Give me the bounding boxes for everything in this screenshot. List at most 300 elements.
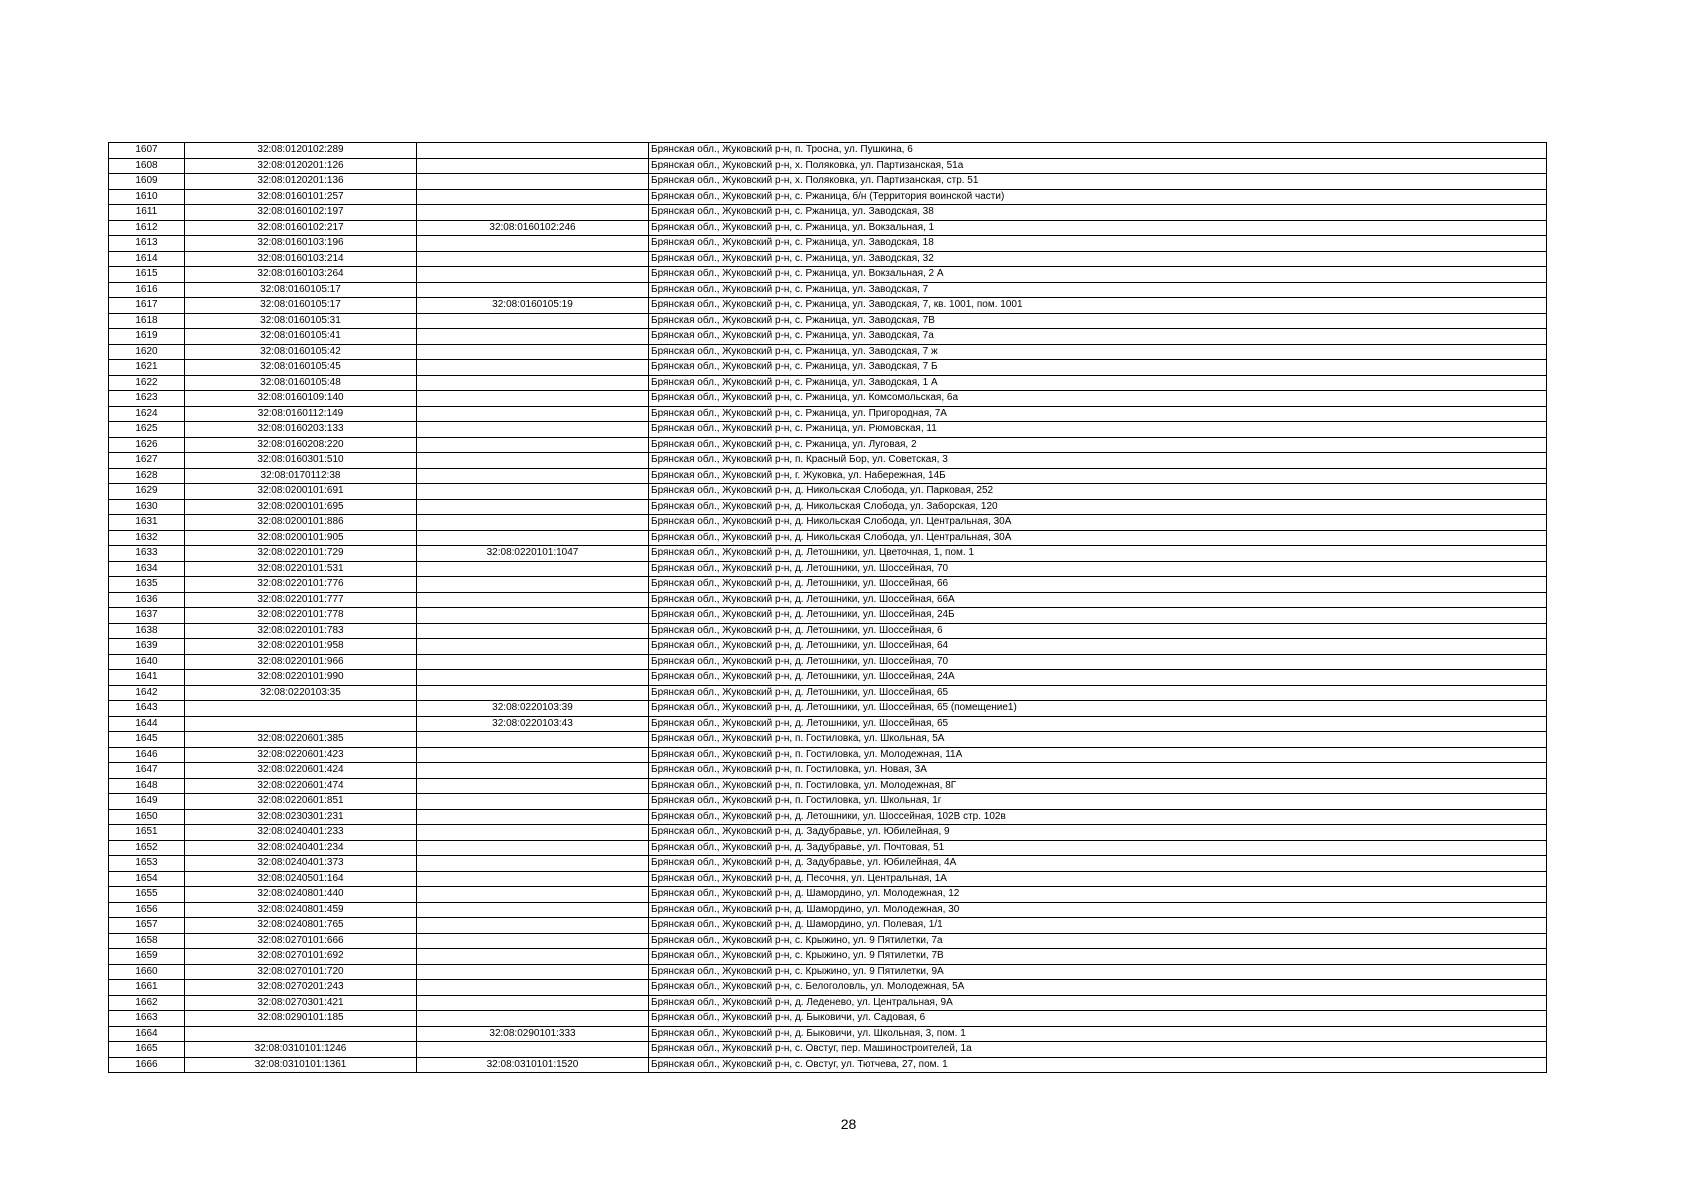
address-cell: Брянская обл., Жуковский р-н, г. Жуковка, ул. Набережная, 14Б bbox=[649, 468, 1547, 484]
object-number-cell bbox=[417, 437, 649, 453]
address-cell: Брянская обл., Жуковский р-н, с. Белоголовль, ул. Молодежная, 5А bbox=[649, 980, 1547, 996]
table-row bbox=[109, 546, 1547, 562]
object-number-cell bbox=[417, 267, 649, 283]
object-number-cell bbox=[417, 592, 649, 608]
address-cell: Брянская обл., Жуковский р-н, д. Задубравье, ул. Юбилейная, 4А bbox=[649, 856, 1547, 872]
table-row bbox=[109, 220, 1547, 236]
address-cell: Брянская обл., Жуковский р-н, д. Задубравье, ул. Юбилейная, 9 bbox=[649, 825, 1547, 841]
cadastral-number-cell: 32:08:0220101:778 bbox=[185, 608, 417, 624]
object-number-cell bbox=[417, 515, 649, 531]
row-number-cell: 1646 bbox=[109, 747, 185, 763]
cadastral-number-cell: 32:08:0160105:45 bbox=[185, 360, 417, 376]
cadastral-number-cell: 32:08:0160105:31 bbox=[185, 313, 417, 329]
address-cell: Брянская обл., Жуковский р-н, с. Ржаница, ул. Заводская, 32 bbox=[649, 251, 1547, 267]
table-row bbox=[109, 391, 1547, 407]
cadastral-number-cell: 32:08:0240401:233 bbox=[185, 825, 417, 841]
table-row bbox=[109, 732, 1547, 748]
row-number-cell: 1647 bbox=[109, 763, 185, 779]
row-number-cell: 1651 bbox=[109, 825, 185, 841]
cadastral-number-cell: 32:08:0160105:41 bbox=[185, 329, 417, 345]
address-cell: Брянская обл., Жуковский р-н, д. Летошники, ул. Шоссейная, 6 bbox=[649, 623, 1547, 639]
object-number-cell bbox=[417, 360, 649, 376]
address-cell: Брянская обл., Жуковский р-н, п. Гостиловка, ул. Школьная, 5А bbox=[649, 732, 1547, 748]
address-cell: Брянская обл., Жуковский р-н, д. Летошники, ул. Шоссейная, 24Б bbox=[649, 608, 1547, 624]
cadastral-number-cell: 32:08:0200101:905 bbox=[185, 530, 417, 546]
table-row bbox=[109, 825, 1547, 841]
row-number-cell: 1623 bbox=[109, 391, 185, 407]
cadastral-number-cell: 32:08:0220601:424 bbox=[185, 763, 417, 779]
object-number-cell bbox=[417, 918, 649, 934]
address-cell: Брянская обл., Жуковский р-н, д. Летошники, ул. Шоссейная, 65 bbox=[649, 685, 1547, 701]
row-number-cell: 1630 bbox=[109, 499, 185, 515]
object-number-cell bbox=[417, 685, 649, 701]
table-row bbox=[109, 670, 1547, 686]
table-row bbox=[109, 747, 1547, 763]
address-cell: Брянская обл., Жуковский р-н, д. Никольская Слобода, ул. Центральная, 30А bbox=[649, 530, 1547, 546]
cadastral-number-cell: 32:08:0120201:126 bbox=[185, 158, 417, 174]
object-number-cell bbox=[417, 980, 649, 996]
table-row bbox=[109, 794, 1547, 810]
object-number-cell bbox=[417, 561, 649, 577]
object-number-cell bbox=[417, 949, 649, 965]
address-cell: Брянская обл., Жуковский р-н, д. Летошники, ул. Шоссейная, 66 bbox=[649, 577, 1547, 593]
row-number-cell: 1659 bbox=[109, 949, 185, 965]
object-number-cell bbox=[417, 189, 649, 205]
table-row bbox=[109, 205, 1547, 221]
table-row bbox=[109, 282, 1547, 298]
address-cell: Брянская обл., Жуковский р-н, д. Шамордино, ул. Полевая, 1/1 bbox=[649, 918, 1547, 934]
object-number-cell: 32:08:0160102:246 bbox=[417, 220, 649, 236]
row-number-cell: 1648 bbox=[109, 778, 185, 794]
cadastral-number-cell: 32:08:0240501:164 bbox=[185, 871, 417, 887]
cadastral-number-cell: 32:08:0220103:35 bbox=[185, 685, 417, 701]
object-number-cell bbox=[417, 639, 649, 655]
cadastral-number-cell: 32:08:0270101:720 bbox=[185, 964, 417, 980]
address-cell: Брянская обл., Жуковский р-н, с. Ржаница, ул. Заводская, 7В bbox=[649, 313, 1547, 329]
row-number-cell: 1662 bbox=[109, 995, 185, 1011]
cadastral-number-cell: 32:08:0220101:776 bbox=[185, 577, 417, 593]
table-row bbox=[109, 778, 1547, 794]
table-row bbox=[109, 871, 1547, 887]
object-number-cell bbox=[417, 205, 649, 221]
table-row bbox=[109, 809, 1547, 825]
object-number-cell bbox=[417, 608, 649, 624]
row-number-cell: 1621 bbox=[109, 360, 185, 376]
address-cell: Брянская обл., Жуковский р-н, д. Летошники, ул. Шоссейная, 102В стр. 102в bbox=[649, 809, 1547, 825]
cadastral-number-cell: 32:08:0270101:692 bbox=[185, 949, 417, 965]
object-number-cell bbox=[417, 236, 649, 252]
row-number-cell: 1653 bbox=[109, 856, 185, 872]
table-row bbox=[109, 964, 1547, 980]
cadastral-number-cell: 32:08:0160301:510 bbox=[185, 453, 417, 469]
address-cell: Брянская обл., Жуковский р-н, д. Никольская Слобода, ул. Центральная, 30А bbox=[649, 515, 1547, 531]
object-number-cell bbox=[417, 1011, 649, 1027]
address-cell: Брянская обл., Жуковский р-н, с. Ржаница, ул. Луговая, 2 bbox=[649, 437, 1547, 453]
address-cell: Брянская обл., Жуковский р-н, д. Летошники, ул. Шоссейная, 64 bbox=[649, 639, 1547, 655]
cadastral-number-cell: 32:08:0160103:196 bbox=[185, 236, 417, 252]
row-number-cell: 1645 bbox=[109, 732, 185, 748]
cadastral-number-cell: 32:08:0160105:17 bbox=[185, 298, 417, 314]
object-number-cell bbox=[417, 313, 649, 329]
object-number-cell bbox=[417, 406, 649, 422]
row-number-cell: 1611 bbox=[109, 205, 185, 221]
object-number-cell bbox=[417, 329, 649, 345]
object-number-cell bbox=[417, 158, 649, 174]
table-row bbox=[109, 639, 1547, 655]
row-number-cell: 1622 bbox=[109, 375, 185, 391]
cadastral-number-cell: 32:08:0160101:257 bbox=[185, 189, 417, 205]
table-row bbox=[109, 1042, 1547, 1058]
table-row bbox=[109, 1026, 1547, 1042]
cadastral-number-cell: 32:08:0310101:1246 bbox=[185, 1042, 417, 1058]
table-row bbox=[109, 515, 1547, 531]
row-number-cell: 1628 bbox=[109, 468, 185, 484]
table-row bbox=[109, 437, 1547, 453]
address-cell: Брянская обл., Жуковский р-н, х. Поляковка, ул. Партизанская, стр. 51 bbox=[649, 174, 1547, 190]
table-row bbox=[109, 933, 1547, 949]
address-cell: Брянская обл., Жуковский р-н, с. Ржаница, ул. Заводская, 7 ж bbox=[649, 344, 1547, 360]
address-cell: Брянская обл., Жуковский р-н, п. Гостиловка, ул. Молодежная, 11А bbox=[649, 747, 1547, 763]
cadastral-number-cell: 32:08:0200101:691 bbox=[185, 484, 417, 500]
object-number-cell bbox=[417, 174, 649, 190]
table-row bbox=[109, 1011, 1547, 1027]
address-cell: Брянская обл., Жуковский р-н, д. Быковичи, ул. Школьная, 3, пом. 1 bbox=[649, 1026, 1547, 1042]
cadastral-number-cell: 32:08:0290101:185 bbox=[185, 1011, 417, 1027]
object-number-cell bbox=[417, 871, 649, 887]
address-cell: Брянская обл., Жуковский р-н, д. Летошники, ул. Шоссейная, 70 bbox=[649, 561, 1547, 577]
address-cell: Брянская обл., Жуковский р-н, д. Задубравье, ул. Почтовая, 51 bbox=[649, 840, 1547, 856]
object-number-cell bbox=[417, 809, 649, 825]
address-cell: Брянская обл., Жуковский р-н, с. Ржаница, ул. Заводская, 7 bbox=[649, 282, 1547, 298]
table-row bbox=[109, 422, 1547, 438]
cadastral-number-cell: 32:08:0270101:666 bbox=[185, 933, 417, 949]
row-number-cell: 1632 bbox=[109, 530, 185, 546]
row-number-cell: 1617 bbox=[109, 298, 185, 314]
cadastral-number-cell: 32:08:0240801:765 bbox=[185, 918, 417, 934]
object-number-cell bbox=[417, 654, 649, 670]
table-row bbox=[109, 1057, 1547, 1073]
table-row bbox=[109, 887, 1547, 903]
cadastral-number-cell: 32:08:0220101:729 bbox=[185, 546, 417, 562]
address-cell: Брянская обл., Жуковский р-н, с. Крыжино, ул. 9 Пятилетки, 9А bbox=[649, 964, 1547, 980]
row-number-cell: 1660 bbox=[109, 964, 185, 980]
row-number-cell: 1612 bbox=[109, 220, 185, 236]
cadastral-number-cell: 32:08:0160208:220 bbox=[185, 437, 417, 453]
row-number-cell: 1620 bbox=[109, 344, 185, 360]
cadastral-number-cell: 32:08:0240401:373 bbox=[185, 856, 417, 872]
row-number-cell: 1641 bbox=[109, 670, 185, 686]
row-number-cell: 1644 bbox=[109, 716, 185, 732]
table-row bbox=[109, 995, 1547, 1011]
row-number-cell: 1649 bbox=[109, 794, 185, 810]
row-number-cell: 1634 bbox=[109, 561, 185, 577]
address-cell: Брянская обл., Жуковский р-н, д. Леденево, ул. Центральная, 9А bbox=[649, 995, 1547, 1011]
cadastral-number-cell: 32:08:0160105:48 bbox=[185, 375, 417, 391]
address-cell: Брянская обл., Жуковский р-н, д. Летошники, ул. Шоссейная, 24А bbox=[649, 670, 1547, 686]
table-row bbox=[109, 267, 1547, 283]
object-number-cell bbox=[417, 856, 649, 872]
row-number-cell: 1637 bbox=[109, 608, 185, 624]
address-cell: Брянская обл., Жуковский р-н, с. Ржаница, ул. Пригородная, 7А bbox=[649, 406, 1547, 422]
table-row bbox=[109, 406, 1547, 422]
table-row bbox=[109, 763, 1547, 779]
object-number-cell bbox=[417, 282, 649, 298]
registry-table bbox=[108, 142, 1547, 1073]
cadastral-number-cell bbox=[185, 1026, 417, 1042]
object-number-cell bbox=[417, 933, 649, 949]
address-cell: Брянская обл., Жуковский р-н, п. Красный Бор, ул. Советская, 3 bbox=[649, 453, 1547, 469]
table-row bbox=[109, 236, 1547, 252]
address-cell: Брянская обл., Жуковский р-н, п. Гостиловка, ул. Школьная, 1г bbox=[649, 794, 1547, 810]
object-number-cell bbox=[417, 468, 649, 484]
object-number-cell bbox=[417, 747, 649, 763]
address-cell: Брянская обл., Жуковский р-н, д. Шамордино, ул. Молодежная, 12 bbox=[649, 887, 1547, 903]
table-row bbox=[109, 298, 1547, 314]
object-number-cell: 32:08:0220103:43 bbox=[417, 716, 649, 732]
address-cell: Брянская обл., Жуковский р-н, с. Ржаница, ул. Заводская, 7 Б bbox=[649, 360, 1547, 376]
address-cell: Брянская обл., Жуковский р-н, д. Летошники, ул. Цветочная, 1, пом. 1 bbox=[649, 546, 1547, 562]
table-row bbox=[109, 918, 1547, 934]
table-row bbox=[109, 716, 1547, 732]
object-number-cell: 32:08:0220103:39 bbox=[417, 701, 649, 717]
row-number-cell: 1619 bbox=[109, 329, 185, 345]
table-row bbox=[109, 158, 1547, 174]
cadastral-number-cell: 32:08:0160102:217 bbox=[185, 220, 417, 236]
table-row bbox=[109, 360, 1547, 376]
row-number-cell: 1638 bbox=[109, 623, 185, 639]
table-row bbox=[109, 375, 1547, 391]
table-row bbox=[109, 608, 1547, 624]
object-number-cell bbox=[417, 391, 649, 407]
table-row bbox=[109, 856, 1547, 872]
object-number-cell bbox=[417, 344, 649, 360]
object-number-cell bbox=[417, 251, 649, 267]
address-cell: Брянская обл., Жуковский р-н, с. Ржаница, ул. Вокзальная, 1 bbox=[649, 220, 1547, 236]
table-row bbox=[109, 701, 1547, 717]
table-row bbox=[109, 980, 1547, 996]
cadastral-number-cell: 32:08:0220601:423 bbox=[185, 747, 417, 763]
row-number-cell: 1616 bbox=[109, 282, 185, 298]
registry-table-body bbox=[109, 143, 1547, 1073]
table-row bbox=[109, 840, 1547, 856]
row-number-cell: 1631 bbox=[109, 515, 185, 531]
cadastral-number-cell: 32:08:0160105:17 bbox=[185, 282, 417, 298]
table-row bbox=[109, 561, 1547, 577]
address-cell: Брянская обл., Жуковский р-н, с. Ржаница, ул. Заводская, 1 А bbox=[649, 375, 1547, 391]
address-cell: Брянская обл., Жуковский р-н, д. Шамордино, ул. Молодежная, 30 bbox=[649, 902, 1547, 918]
row-number-cell: 1650 bbox=[109, 809, 185, 825]
row-number-cell: 1642 bbox=[109, 685, 185, 701]
row-number-cell: 1613 bbox=[109, 236, 185, 252]
cadastral-number-cell: 32:08:0160105:42 bbox=[185, 344, 417, 360]
row-number-cell: 1609 bbox=[109, 174, 185, 190]
page-number: 28 bbox=[840, 1116, 857, 1132]
cadastral-number-cell: 32:08:0220601:385 bbox=[185, 732, 417, 748]
row-number-cell: 1663 bbox=[109, 1011, 185, 1027]
cadastral-number-cell: 32:08:0160103:214 bbox=[185, 251, 417, 267]
table-row bbox=[109, 592, 1547, 608]
address-cell: Брянская обл., Жуковский р-н, д. Никольская Слобода, ул. Парковая, 252 bbox=[649, 484, 1547, 500]
row-number-cell: 1656 bbox=[109, 902, 185, 918]
cadastral-number-cell: 32:08:0220601:851 bbox=[185, 794, 417, 810]
table-row bbox=[109, 530, 1547, 546]
cadastral-number-cell: 32:08:0220101:783 bbox=[185, 623, 417, 639]
table-row bbox=[109, 453, 1547, 469]
address-cell: Брянская обл., Жуковский р-н, с. Ржаница, ул. Заводская, 7а bbox=[649, 329, 1547, 345]
row-number-cell: 1654 bbox=[109, 871, 185, 887]
object-number-cell bbox=[417, 422, 649, 438]
address-cell: Брянская обл., Жуковский р-н, п. Гостиловка, ул. Молодежная, 8Г bbox=[649, 778, 1547, 794]
cadastral-number-cell bbox=[185, 701, 417, 717]
table-row bbox=[109, 251, 1547, 267]
object-number-cell bbox=[417, 778, 649, 794]
object-number-cell bbox=[417, 794, 649, 810]
address-cell: Брянская обл., Жуковский р-н, п. Гостиловка, ул. Новая, 3А bbox=[649, 763, 1547, 779]
row-number-cell: 1629 bbox=[109, 484, 185, 500]
address-cell: Брянская обл., Жуковский р-н, с. Крыжино, ул. 9 Пятилетки, 7а bbox=[649, 933, 1547, 949]
cadastral-number-cell: 32:08:0230301:231 bbox=[185, 809, 417, 825]
cadastral-number-cell: 32:08:0160109:140 bbox=[185, 391, 417, 407]
cadastral-number-cell: 32:08:0240401:234 bbox=[185, 840, 417, 856]
address-cell: Брянская обл., Жуковский р-н, с. Ржаница, ул. Комсомольская, 6а bbox=[649, 391, 1547, 407]
table-row bbox=[109, 313, 1547, 329]
cadastral-number-cell: 32:08:0120102:289 bbox=[185, 143, 417, 159]
row-number-cell: 1624 bbox=[109, 406, 185, 422]
cadastral-number-cell: 32:08:0240801:459 bbox=[185, 902, 417, 918]
object-number-cell bbox=[417, 453, 649, 469]
row-number-cell: 1657 bbox=[109, 918, 185, 934]
row-number-cell: 1626 bbox=[109, 437, 185, 453]
address-cell: Брянская обл., Жуковский р-н, д. Быковичи, ул. Садовая, 6 bbox=[649, 1011, 1547, 1027]
cadastral-number-cell: 32:08:0120201:136 bbox=[185, 174, 417, 190]
object-number-cell bbox=[417, 143, 649, 159]
row-number-cell: 1633 bbox=[109, 546, 185, 562]
address-cell: Брянская обл., Жуковский р-н, д. Летошники, ул. Шоссейная, 65 (помещение1) bbox=[649, 701, 1547, 717]
address-cell: Брянская обл., Жуковский р-н, с. Ржаница, ул. Заводская, 38 bbox=[649, 205, 1547, 221]
address-cell: Брянская обл., Жуковский р-н, д. Песочня, ул. Центральная, 1А bbox=[649, 871, 1547, 887]
object-number-cell bbox=[417, 623, 649, 639]
address-cell: Брянская обл., Жуковский р-н, с. Ржаница, ул. Рюмовская, 11 bbox=[649, 422, 1547, 438]
cadastral-number-cell: 32:08:0220101:777 bbox=[185, 592, 417, 608]
row-number-cell: 1666 bbox=[109, 1057, 185, 1073]
table-row bbox=[109, 344, 1547, 360]
row-number-cell: 1664 bbox=[109, 1026, 185, 1042]
table-row bbox=[109, 174, 1547, 190]
object-number-cell bbox=[417, 732, 649, 748]
address-cell: Брянская обл., Жуковский р-н, д. Никольская Слобода, ул. Заборская, 120 bbox=[649, 499, 1547, 515]
row-number-cell: 1636 bbox=[109, 592, 185, 608]
row-number-cell: 1615 bbox=[109, 267, 185, 283]
object-number-cell bbox=[417, 484, 649, 500]
table-row bbox=[109, 468, 1547, 484]
cadastral-number-cell: 32:08:0270201:243 bbox=[185, 980, 417, 996]
cadastral-number-cell: 32:08:0220101:531 bbox=[185, 561, 417, 577]
row-number-cell: 1658 bbox=[109, 933, 185, 949]
row-number-cell: 1618 bbox=[109, 313, 185, 329]
cadastral-number-cell: 32:08:0310101:1361 bbox=[185, 1057, 417, 1073]
address-cell: Брянская обл., Жуковский р-н, с. Овстуг, ул. Тютчева, 27, пом. 1 bbox=[649, 1057, 1547, 1073]
row-number-cell: 1610 bbox=[109, 189, 185, 205]
cadastral-number-cell: 32:08:0200101:886 bbox=[185, 515, 417, 531]
cadastral-number-cell: 32:08:0200101:695 bbox=[185, 499, 417, 515]
object-number-cell bbox=[417, 902, 649, 918]
cadastral-number-cell: 32:08:0170112:38 bbox=[185, 468, 417, 484]
object-number-cell bbox=[417, 577, 649, 593]
address-cell: Брянская обл., Жуковский р-н, с. Ржаница, ул. Заводская, 18 bbox=[649, 236, 1547, 252]
table-row bbox=[109, 499, 1547, 515]
address-cell: Брянская обл., Жуковский р-н, с. Ржаница, ул. Вокзальная, 2 А bbox=[649, 267, 1547, 283]
address-cell: Брянская обл., Жуковский р-н, п. Тросна, ул. Пушкина, 6 bbox=[649, 143, 1547, 159]
cadastral-number-cell: 32:08:0240801:440 bbox=[185, 887, 417, 903]
row-number-cell: 1608 bbox=[109, 158, 185, 174]
cadastral-number-cell: 32:08:0270301:421 bbox=[185, 995, 417, 1011]
row-number-cell: 1661 bbox=[109, 980, 185, 996]
row-number-cell: 1665 bbox=[109, 1042, 185, 1058]
address-cell: Брянская обл., Жуковский р-н, с. Ржаница, б/н (Территория воинской части) bbox=[649, 189, 1547, 205]
row-number-cell: 1625 bbox=[109, 422, 185, 438]
object-number-cell bbox=[417, 670, 649, 686]
cadastral-number-cell: 32:08:0220101:990 bbox=[185, 670, 417, 686]
address-cell: Брянская обл., Жуковский р-н, х. Поляковка, ул. Партизанская, 51а bbox=[649, 158, 1547, 174]
cadastral-number-cell: 32:08:0220101:966 bbox=[185, 654, 417, 670]
cadastral-number-cell: 32:08:0220601:474 bbox=[185, 778, 417, 794]
object-number-cell bbox=[417, 995, 649, 1011]
row-number-cell: 1607 bbox=[109, 143, 185, 159]
table-row bbox=[109, 143, 1547, 159]
object-number-cell bbox=[417, 499, 649, 515]
table-row bbox=[109, 902, 1547, 918]
object-number-cell bbox=[417, 530, 649, 546]
cadastral-number-cell: 32:08:0220101:958 bbox=[185, 639, 417, 655]
object-number-cell bbox=[417, 375, 649, 391]
row-number-cell: 1652 bbox=[109, 840, 185, 856]
cadastral-number-cell bbox=[185, 716, 417, 732]
table-row bbox=[109, 329, 1547, 345]
object-number-cell bbox=[417, 840, 649, 856]
row-number-cell: 1627 bbox=[109, 453, 185, 469]
cadastral-number-cell: 32:08:0160112:149 bbox=[185, 406, 417, 422]
row-number-cell: 1635 bbox=[109, 577, 185, 593]
address-cell: Брянская обл., Жуковский р-н, д. Летошники, ул. Шоссейная, 66А bbox=[649, 592, 1547, 608]
address-cell: Брянская обл., Жуковский р-н, д. Летошники, ул. Шоссейная, 65 bbox=[649, 716, 1547, 732]
row-number-cell: 1655 bbox=[109, 887, 185, 903]
row-number-cell: 1614 bbox=[109, 251, 185, 267]
table-row bbox=[109, 577, 1547, 593]
address-cell: Брянская обл., Жуковский р-н, с. Овстуг, пер. Машиностроителей, 1а bbox=[649, 1042, 1547, 1058]
object-number-cell: 32:08:0160105:19 bbox=[417, 298, 649, 314]
row-number-cell: 1643 bbox=[109, 701, 185, 717]
object-number-cell bbox=[417, 763, 649, 779]
object-number-cell bbox=[417, 964, 649, 980]
cadastral-number-cell: 32:08:0160102:197 bbox=[185, 205, 417, 221]
row-number-cell: 1640 bbox=[109, 654, 185, 670]
table-row bbox=[109, 949, 1547, 965]
table-row bbox=[109, 623, 1547, 639]
object-number-cell: 32:08:0310101:1520 bbox=[417, 1057, 649, 1073]
row-number-cell: 1639 bbox=[109, 639, 185, 655]
table-row bbox=[109, 654, 1547, 670]
table-row bbox=[109, 484, 1547, 500]
object-number-cell: 32:08:0220101:1047 bbox=[417, 546, 649, 562]
address-cell: Брянская обл., Жуковский р-н, с. Крыжино, ул. 9 Пятилетки, 7В bbox=[649, 949, 1547, 965]
table-row bbox=[109, 685, 1547, 701]
cadastral-number-cell: 32:08:0160103:264 bbox=[185, 267, 417, 283]
address-cell: Брянская обл., Жуковский р-н, с. Ржаница, ул. Заводская, 7, кв. 1001, пом. 1001 bbox=[649, 298, 1547, 314]
cadastral-number-cell: 32:08:0160203:133 bbox=[185, 422, 417, 438]
object-number-cell bbox=[417, 1042, 649, 1058]
object-number-cell bbox=[417, 825, 649, 841]
table-row bbox=[109, 189, 1547, 205]
